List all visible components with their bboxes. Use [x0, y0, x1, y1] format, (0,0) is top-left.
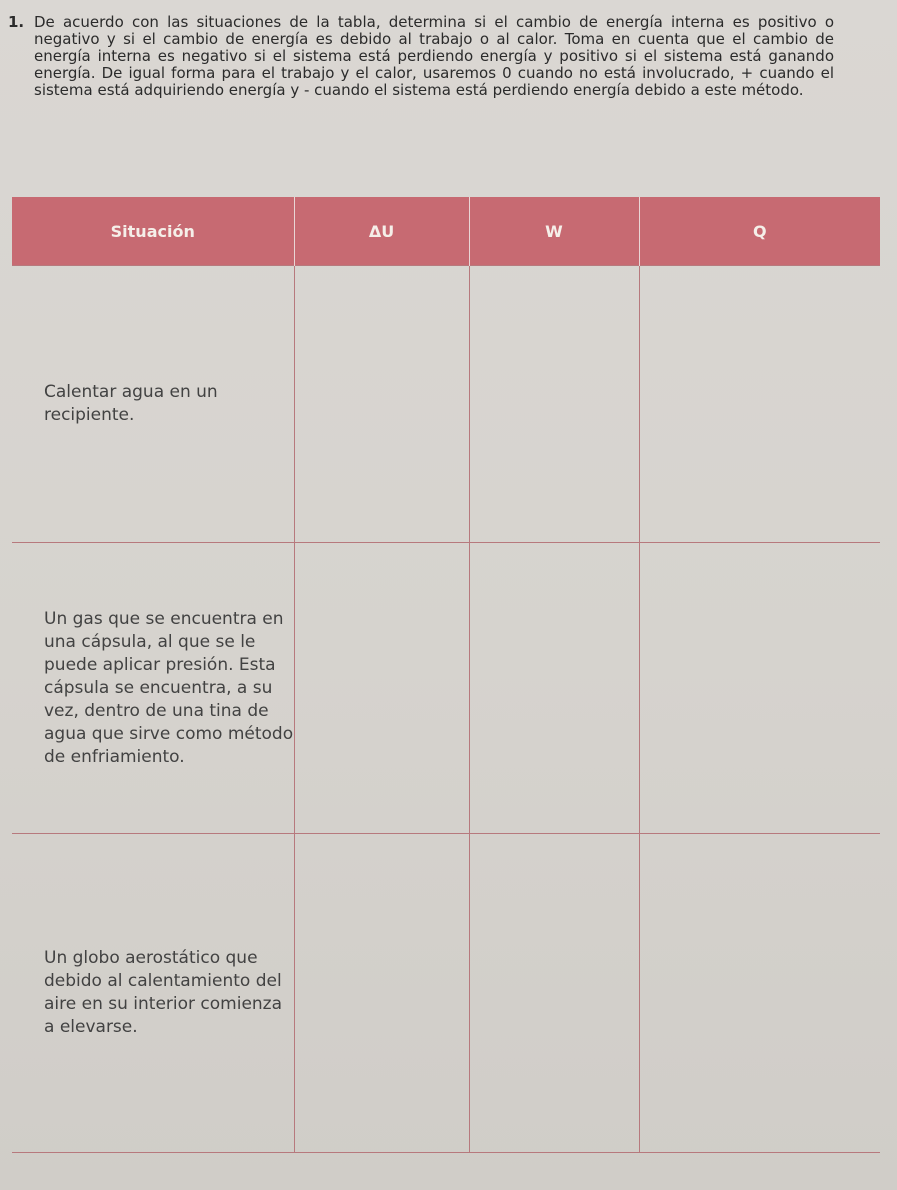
table-row — [12, 834, 880, 1153]
work-cell[interactable] — [469, 834, 639, 1153]
situation-cell: Calentar agua en un recipiente. — [12, 266, 294, 543]
header-work: W — [469, 197, 639, 266]
exercise-number: 1. — [8, 13, 25, 31]
situation-cell: Un gas que se encuentra en una cápsula, al que se le puede aplicar presión. Esta cápsula se encuentra, a su vez, dentro de una tina de agua que sirve como método de enfriamiento. — [12, 543, 294, 834]
table-row — [12, 543, 880, 834]
table-row — [12, 266, 880, 543]
heat-cell[interactable] — [639, 543, 880, 834]
exercise-prompt — [8, 13, 834, 99]
delta-u-cell[interactable] — [294, 543, 469, 834]
header-situation: Situación — [12, 197, 294, 266]
work-cell[interactable] — [469, 266, 639, 543]
header-delta-u: ΔU — [294, 197, 469, 266]
energy-table — [12, 197, 880, 1153]
heat-cell[interactable] — [639, 834, 880, 1153]
header-heat: Q — [639, 197, 880, 266]
situation-cell: Un globo aerostático que debido al calentamiento del aire en su interior comienza a elevarse. — [12, 834, 294, 1153]
delta-u-cell[interactable] — [294, 834, 469, 1153]
work-cell[interactable] — [469, 543, 639, 834]
delta-u-cell[interactable] — [294, 266, 469, 543]
table-header-row — [12, 197, 880, 266]
heat-cell[interactable] — [639, 266, 880, 543]
exercise-instructions: De acuerdo con las situaciones de la tabla, determina si el cambio de energía interna es positivo o negativo y si el cambio de energía es debido al trabajo o al calor. Toma en cuenta que el cambio de energía interna es negativo si el sistema está perdiendo energía y positivo si el sistema está ganando energía. De igual forma para el trabajo y el calor, usaremos 0 cuando no está involucrado, + cuando el sistema está adquiriendo energía y - cuando el sistema está perdiendo energía debido a este método. — [34, 13, 834, 99]
